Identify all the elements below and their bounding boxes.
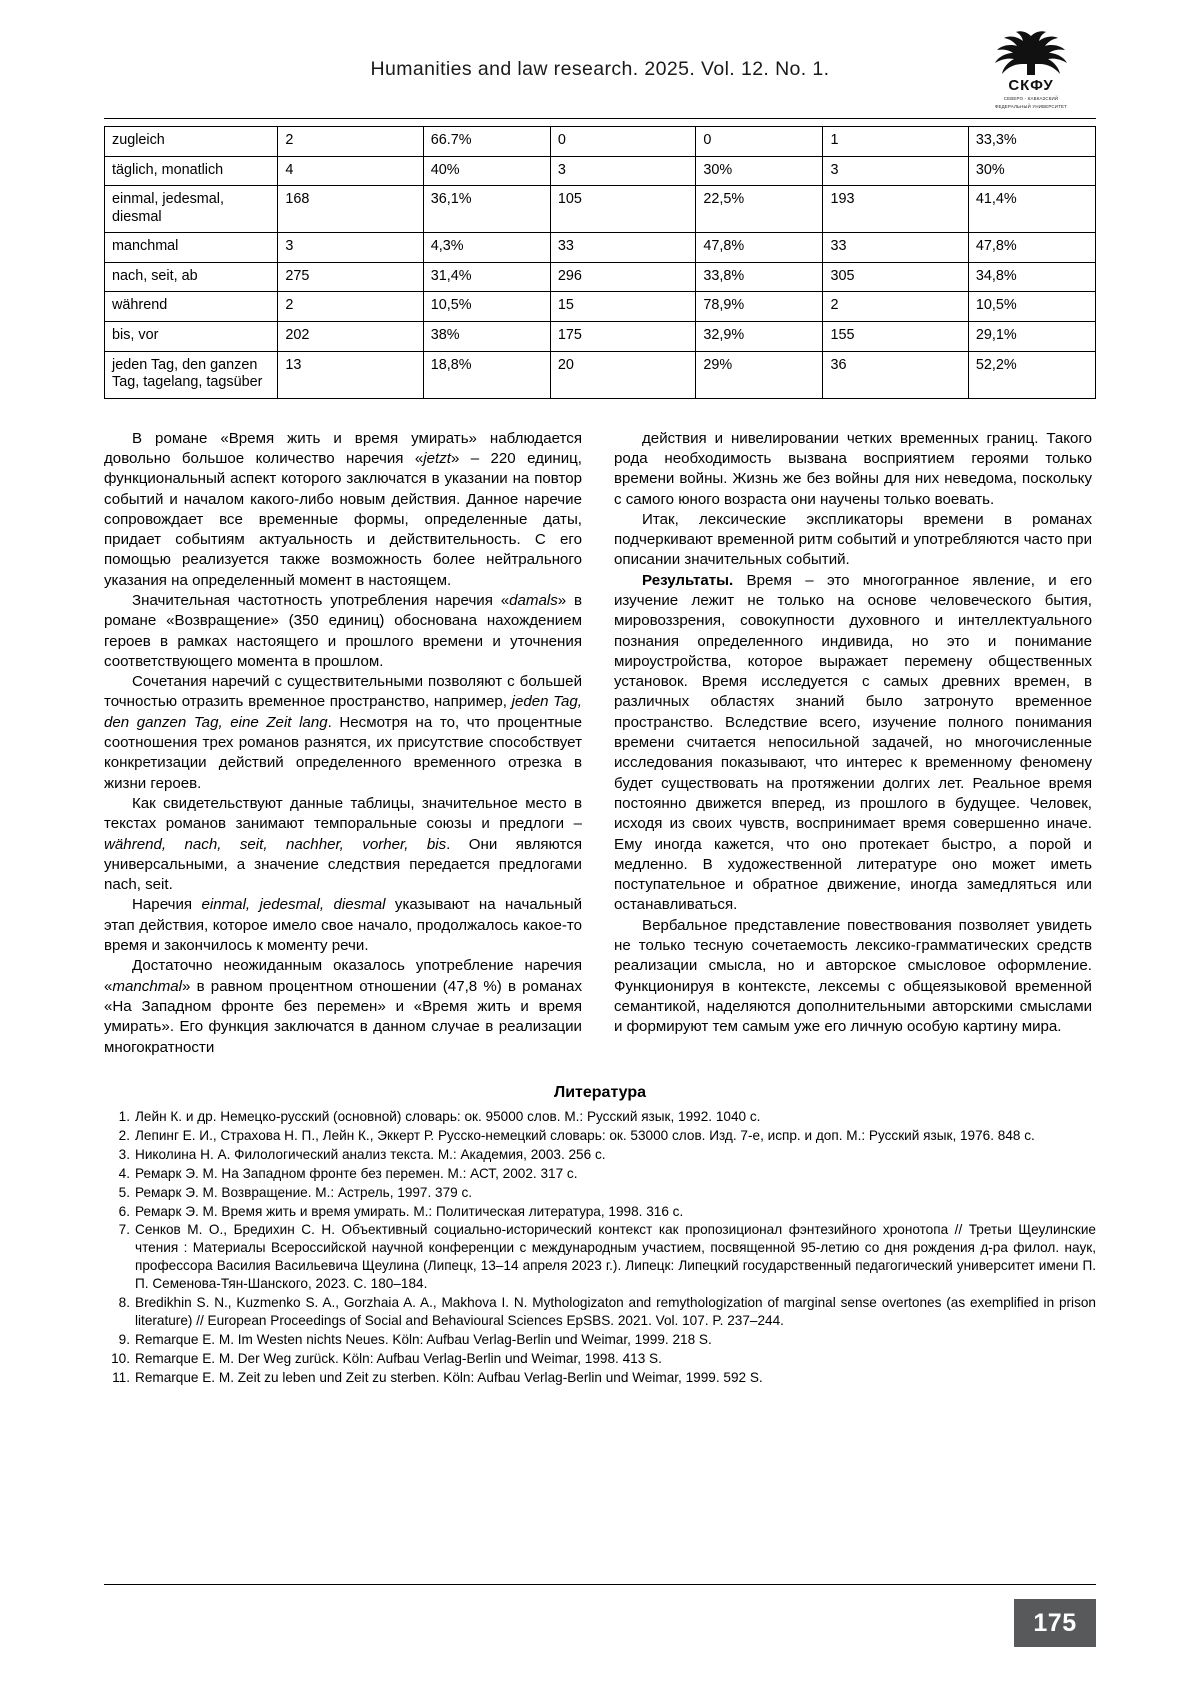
cell-count-2: 0 bbox=[550, 127, 695, 157]
cell-count-1: 168 bbox=[278, 186, 423, 233]
frequency-table bbox=[104, 126, 1096, 399]
table-row bbox=[105, 127, 1096, 157]
cell-count-3: 2 bbox=[823, 292, 968, 322]
cell-percent-3: 29,1% bbox=[968, 321, 1095, 351]
page-number-badge: 175 bbox=[1014, 1599, 1096, 1647]
cell-count-1: 2 bbox=[278, 292, 423, 322]
cell-percent-1: 40% bbox=[423, 156, 550, 186]
cell-count-3: 193 bbox=[823, 186, 968, 233]
header-divider bbox=[104, 118, 1096, 119]
reference-text: Ремарк Э. М. На Западном фронте без перемен. М.: АСТ, 2002. 317 с. bbox=[135, 1165, 578, 1181]
cell-count-2: 33 bbox=[550, 233, 695, 263]
cell-count-1: 3 bbox=[278, 233, 423, 263]
cell-percent-1: 38% bbox=[423, 321, 550, 351]
university-logo bbox=[966, 30, 1096, 109]
paragraph: Сочетания наречий с существительными позволяют с большей точностью отразить временное пространство, например, jeden Tag, den ganzen Tag, eine Zeit lang. Несмотря на то, что процентные соотношения трех романов разнятся, их присутствие способствует конкретизации действий определенного временного отрезка в жизни героев. bbox=[104, 673, 582, 792]
table-row bbox=[105, 156, 1096, 186]
list-item bbox=[104, 1294, 1096, 1330]
cell-term: täglich, monatlich bbox=[105, 156, 278, 186]
cell-count-3: 305 bbox=[823, 262, 968, 292]
cell-count-2: 296 bbox=[550, 262, 695, 292]
reference-text: Remarque E. M. Der Weg zurück. Köln: Aufbau Verlag-Berlin und Weimar, 1998. 413 S. bbox=[135, 1351, 662, 1367]
cell-count-1: 4 bbox=[278, 156, 423, 186]
cell-percent-1: 18,8% bbox=[423, 351, 550, 398]
cell-count-1: 202 bbox=[278, 321, 423, 351]
cell-count-3: 3 bbox=[823, 156, 968, 186]
cell-count-3: 33 bbox=[823, 233, 968, 263]
table-row bbox=[105, 351, 1096, 398]
references-heading: Литература bbox=[553, 1083, 647, 1101]
table-body bbox=[105, 127, 1096, 399]
logo-abbreviation: СКФУ bbox=[1008, 77, 1054, 94]
reference-number: 8. bbox=[118, 1295, 130, 1311]
cell-percent-3: 34,8% bbox=[968, 262, 1095, 292]
cell-term: manchmal bbox=[105, 233, 278, 263]
cell-percent-2: 0 bbox=[696, 127, 823, 157]
list-item bbox=[104, 1146, 1096, 1164]
paragraph: действия и нивелировании четких временных границ. Такого рода необходимость вызвана восприятием героями только времени войны. Жизнь же без войны для них неведома, поскольку с самого юного возраста они научены только воевать. bbox=[614, 429, 1092, 508]
cell-count-2: 20 bbox=[550, 351, 695, 398]
paragraph: В романе «Время жить и время умирать» наблюдается довольно большое количество наречия «jetzt» – 220 единиц, функциональный аспект которого заключатся в указании на повтор событий и началом какого-либо новым действия. Данное наречие сопровождает все временные формы, определенные даты, придает событиям актуальность и действительность. С его помощью реализуется также возможность более нейтрального указания на определенный момент в настоящем. bbox=[104, 429, 582, 589]
page-header bbox=[104, 0, 1096, 112]
cell-count-3: 36 bbox=[823, 351, 968, 398]
cell-count-2: 175 bbox=[550, 321, 695, 351]
table-row bbox=[105, 262, 1096, 292]
reference-number: 9. bbox=[118, 1332, 130, 1348]
cell-percent-2: 47,8% bbox=[696, 233, 823, 263]
list-item bbox=[104, 1108, 1096, 1126]
list-item bbox=[104, 1350, 1096, 1368]
cell-percent-3: 30% bbox=[968, 156, 1095, 186]
column-right bbox=[614, 429, 1092, 1058]
cell-percent-1: 36,1% bbox=[423, 186, 550, 233]
cell-percent-3: 47,8% bbox=[968, 233, 1095, 263]
cell-count-3: 155 bbox=[823, 321, 968, 351]
reference-number: 11. bbox=[112, 1369, 130, 1385]
cell-term: zugleich bbox=[105, 127, 278, 157]
reference-text: Bredikhin S. N., Kuzmenko S. A., Gorzhaia A. A., Makhova I. N. Mythologizaton and remythologization of marginal sense overtones (as exemplified in prison literature) // European Proceedings of Social and Behavioural Sciences EpSBS. 2021. Vol. 107. P. 237–244. bbox=[135, 1295, 1096, 1329]
reference-number: 10. bbox=[111, 1351, 130, 1367]
reference-number: 6. bbox=[118, 1203, 130, 1219]
table-row bbox=[105, 233, 1096, 263]
list-item bbox=[104, 1203, 1096, 1221]
reference-number: 3. bbox=[118, 1146, 130, 1162]
reference-text: Ремарк Э. М. Возвращение. М.: Астрель, 1997. 379 с. bbox=[135, 1184, 473, 1200]
running-title: Humanities and law research. 2025. Vol. 12. No. 1. bbox=[370, 58, 830, 80]
reference-text: Remarque E. M. Im Westen nichts Neues. Köln: Aufbau Verlag-Berlin und Weimar, 1999. 218 S. bbox=[135, 1332, 712, 1348]
reference-text: Ремарк Э. М. Время жить и время умирать. М.: Политическая литература, 1998. 316 с. bbox=[135, 1203, 684, 1219]
reference-text: Лепинг Е. И., Страхова Н. П., Лейн К., Эккерт Р. Русско-немецкий словарь: ок. 53000 слов. Изд. 7-е, испр. и доп. М.: Русский язык, 1976. 848 с. bbox=[135, 1127, 1035, 1143]
list-item bbox=[104, 1184, 1096, 1202]
reference-text: Сенков М. О., Бредихин С. Н. Объективный социально-исторический контекст как пропозиционал фэнтезийного хронотопа // Третьи Щеулинские чтения : Материалы Всероссийской научной конференции с международным участием, посвященной 95-летию со дня рождения д-ра филол. наук, профессора Василия Васильевича Щеулина (Липецк, 13–14 апреля 2023 г.). Липецк: Липецкий государственный педагогический университет имени П. П. Семенова-Тян-Шанского, 2023. С. 180–184. bbox=[135, 1222, 1096, 1292]
paragraph: Как свидетельствуют данные таблицы, значительное место в текстах романов занимают темпоральные союзы и предлоги – während, nach, seit, nachher, vorher, bis. Они являются универсальными, а значение следствия передается предлогами nach, seit. bbox=[104, 794, 582, 894]
list-item bbox=[104, 1369, 1096, 1387]
cell-count-2: 3 bbox=[550, 156, 695, 186]
cell-percent-2: 78,9% bbox=[696, 292, 823, 322]
reference-number: 1. bbox=[118, 1108, 130, 1124]
paragraph: Наречия einmal, jedesmal, diesmal указывают на начальный этап действия, которое имело свое начало, продолжалось какое-то время и закончилось к моменту речи. bbox=[104, 896, 582, 955]
list-item bbox=[104, 1221, 1096, 1293]
cell-percent-2: 32,9% bbox=[696, 321, 823, 351]
reference-number: 5. bbox=[118, 1184, 130, 1200]
cell-count-1: 275 bbox=[278, 262, 423, 292]
paragraph: Значительная частотность употребления наречия «damals» в романе «Возвращение» (350 единиц) обоснована нахождением героев в рамках настоящего и прошлого времени и уточнения соответствующего момента в прошлом. bbox=[104, 592, 582, 670]
cell-term: jeden Tag, den ganzen Tag, tagelang, tagsüber bbox=[105, 351, 278, 398]
paragraph: Достаточно неожиданным оказалось употребление наречия «manchmal» в равном процентном отношении (47,8 %) в романах «На Западном фронте без перемен» и «Время жить и время умирать». Его функция заключатся в данном случае в реализации многократности bbox=[104, 957, 582, 1056]
cell-percent-2: 29% bbox=[696, 351, 823, 398]
cell-percent-2: 22,5% bbox=[696, 186, 823, 233]
cell-term: bis, vor bbox=[105, 321, 278, 351]
references-section bbox=[104, 1084, 1096, 1387]
cell-term: nach, seit, ab bbox=[105, 262, 278, 292]
footer-divider bbox=[104, 1584, 1096, 1585]
list-item bbox=[104, 1165, 1096, 1183]
cell-term: einmal, jedesmal, diesmal bbox=[105, 186, 278, 233]
cell-percent-1: 31,4% bbox=[423, 262, 550, 292]
cell-percent-1: 10,5% bbox=[423, 292, 550, 322]
cell-percent-2: 30% bbox=[696, 156, 823, 186]
cell-count-2: 105 bbox=[550, 186, 695, 233]
paragraph: Вербальное представление повествования позволяет увидеть не только тесную сочетаемость лексико-грамматических средств реализации смысла, но и авторское смысловое оформление. Функционируя в контексте, лексемы с общеязыковой временной семантикой, наделяются дополнительными авторскими смыслами и формируют тем самым уже его личную особую картину мира. bbox=[614, 916, 1092, 1036]
cell-count-1: 13 bbox=[278, 351, 423, 398]
cell-percent-2: 33,8% bbox=[696, 262, 823, 292]
table-row bbox=[105, 292, 1096, 322]
cell-term: während bbox=[105, 292, 278, 322]
cell-percent-3: 52,2% bbox=[968, 351, 1095, 398]
article-body bbox=[104, 429, 1096, 1058]
table-row bbox=[105, 321, 1096, 351]
reference-number: 7. bbox=[118, 1222, 130, 1238]
paragraph: Итак, лексические экспликаторы времени в романах подчеркивают временной ритм событий и употребляются часто при описании значительных событий. bbox=[614, 510, 1092, 569]
cell-count-2: 15 bbox=[550, 292, 695, 322]
list-item bbox=[104, 1331, 1096, 1349]
logo-subtitle-line2: ФЕДЕРАЛЬНЫЙ УНИВЕРСИТЕТ bbox=[994, 103, 1068, 109]
cell-percent-1: 66.7% bbox=[423, 127, 550, 157]
cell-percent-3: 33,3% bbox=[968, 127, 1095, 157]
reference-text: Николина Н. А. Филологический анализ текста. М.: Академия, 2003. 256 с. bbox=[135, 1146, 606, 1162]
paragraph-results: Результаты. Время – это многогранное явление, и его изучение лежит не только на основе человеческого бытия, мировоззрения, совокупности духовного и интеллектуального познания определенного индивида, но это и понимание мироустройства, которое выражает перемену общественных установок. Время исследуется с самых древних времен, в различных областях знаний было затронуто временное пространство. Вследствие всего, изучение полного понимания времени считается непосильной задачей, но многочисленные исследования показывают, что интерес к временному феномену будет существовать на протяжении долгих лет. Реальное время постоянно движется вперед, из прошлого в будущее. Человек, исходя из своих чувств, воспринимает время совершенно иначе. Ему иногда кажется, что оно протекает быстро, а порой и медленно. В художественной литературе оно может иметь поступательное и обратное движение, иногда замедляться или останавливаться. bbox=[614, 571, 1092, 914]
references-list bbox=[104, 1108, 1096, 1387]
reference-number: 4. bbox=[118, 1165, 130, 1181]
logo-subtitle-line1: СЕВЕРО - КАВКАЗСКИЙ bbox=[1003, 96, 1059, 101]
reference-number: 2. bbox=[118, 1127, 130, 1143]
cell-percent-1: 4,3% bbox=[423, 233, 550, 263]
cell-count-1: 2 bbox=[278, 127, 423, 157]
list-item bbox=[104, 1127, 1096, 1145]
cell-count-3: 1 bbox=[823, 127, 968, 157]
reference-text: Remarque E. M. Zeit zu leben und Zeit zu sterben. Köln: Aufbau Verlag-Berlin und Weimar, 1999. 592 S. bbox=[135, 1369, 763, 1385]
column-left bbox=[104, 429, 582, 1058]
cell-percent-3: 10,5% bbox=[968, 292, 1095, 322]
eagle-icon bbox=[988, 30, 1074, 76]
table-row bbox=[105, 186, 1096, 233]
reference-text: Лейн К. и др. Немецко-русский (основной) словарь: ок. 95000 слов. М.: Русский язык, 1992. 1040 с. bbox=[135, 1108, 761, 1124]
cell-percent-3: 41,4% bbox=[968, 186, 1095, 233]
